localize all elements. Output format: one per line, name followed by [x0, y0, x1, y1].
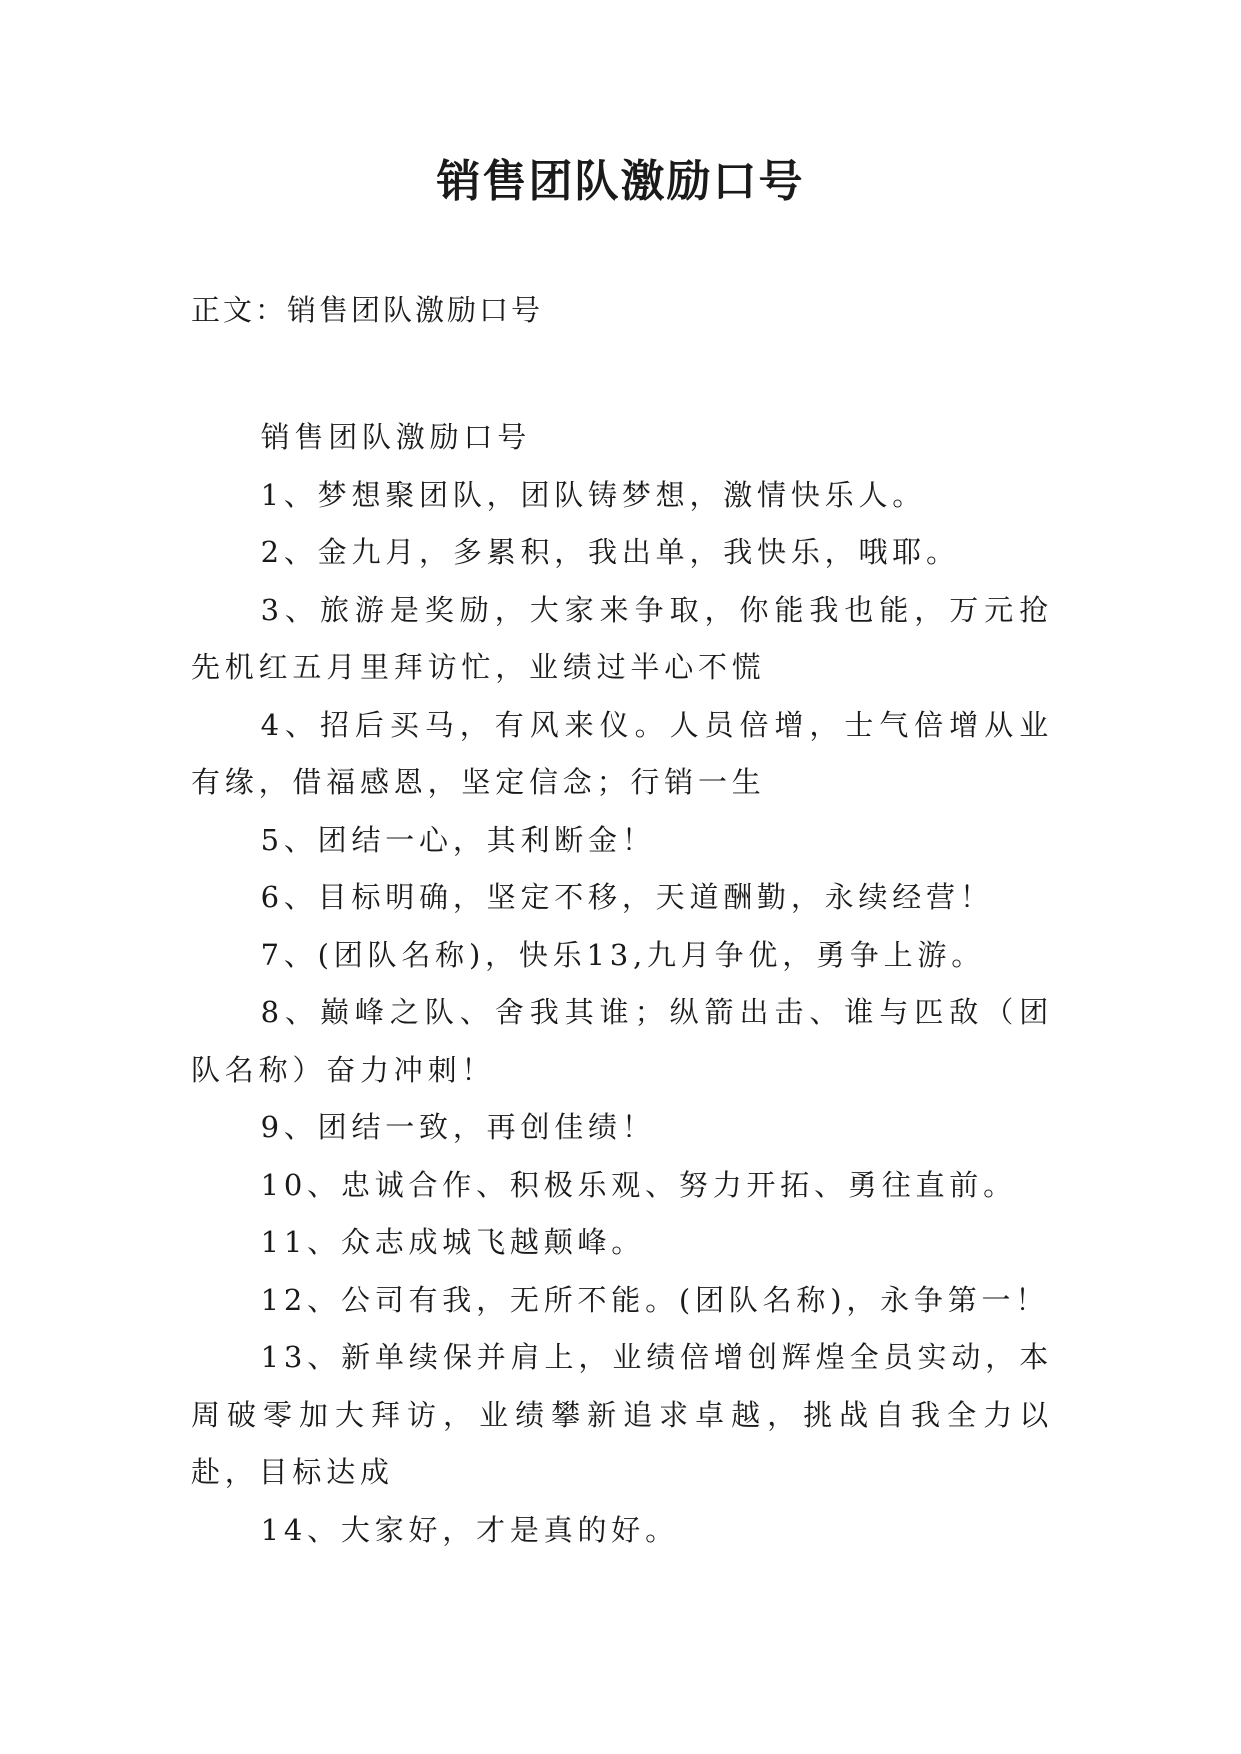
slogan-item: 1、梦想聚团队，团队铸梦想，激情快乐人。 — [260, 477, 927, 512]
slogan-item: 8、巅峰之队、舍我其谁；纵箭出击、谁与匹敌（团队名称）奋力冲刺！ — [191, 995, 1053, 1087]
slogan-item: 2、金九月，多累积，我出单，我快乐，哦耶。 — [260, 535, 960, 569]
body-lead-line: 正文：销售团队激励口号 — [191, 293, 544, 327]
slogan-item: 3、旅游是奖励，大家来争取，你能我也能，万元抢先机红五月里拜访忙，业绩过半心不慌 — [191, 592, 1053, 684]
slogan-item: 5、团结一心，其利断金！ — [260, 822, 656, 857]
slogan-item: 7、(团队名称)，快乐13,九月争优，勇争上游。 — [260, 937, 985, 972]
slogan-item: 11、众志成城飞越颠峰。 — [260, 1225, 646, 1259]
slogan-item: 9、团结一致，再创佳绩！ — [260, 1110, 656, 1144]
slogan-heading: 销售团队激励口号 — [260, 420, 531, 454]
slogan-item: 13、新单续保并肩上，业绩倍增创辉煌全员实动，本周破零加大拜访，业绩攀新追求卓越，挑战自我全力以赴，目标达成 — [191, 1340, 1053, 1489]
slogan-item: 12、公司有我，无所不能。(团队名称)，永争第一！ — [260, 1282, 1050, 1317]
slogan-item: 10、忠诚合作、积极乐观、努力开拓、勇往直前。 — [260, 1167, 1017, 1202]
slogan-list — [191, 409, 1053, 1559]
slogan-item: 6、目标明确，坚定不移，天道酬勤，永续经营！ — [260, 880, 994, 914]
slogan-item: 4、招后买马，有风来仪。人员倍增，士气倍增从业有缘，借福感恩，坚定信念；行销一生 — [191, 707, 1053, 799]
slogan-item: 14、大家好，才是真的好。 — [260, 1512, 679, 1547]
document-title: 销售团队激励口号 — [436, 156, 805, 207]
